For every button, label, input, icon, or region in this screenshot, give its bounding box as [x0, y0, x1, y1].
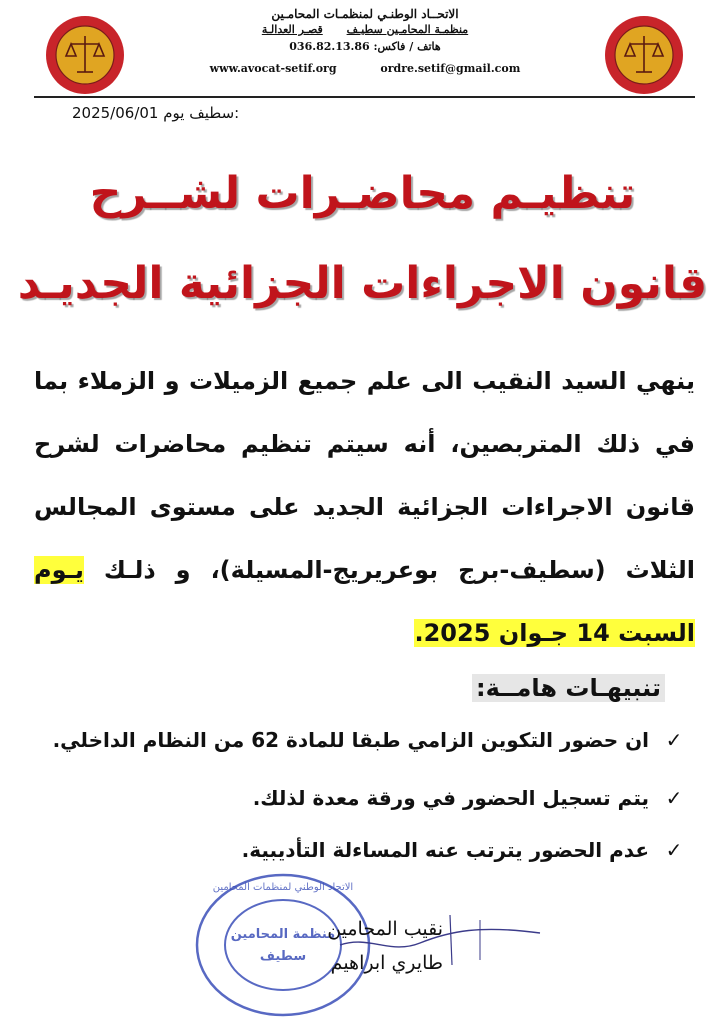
signatory-title: نقيب المحامين [327, 918, 443, 940]
note-item [253, 786, 689, 810]
check-icon: ✓ [665, 786, 683, 810]
stamp-inner-2: سطيف [259, 949, 307, 964]
notes-heading: تنبيهـات هامــة: [472, 674, 665, 702]
note-text: ان حضور التكوين الزامي طبقا للمادة 62 من النظام الداخلي. [52, 728, 649, 752]
org-and-court [150, 22, 580, 38]
date-value: 2025/06/01 [72, 104, 159, 122]
header-divider [34, 96, 695, 98]
contact-row [150, 60, 580, 78]
phone-number: 036.82.13.86 [289, 40, 370, 53]
stamp-outer-text: الاتحاد الوطني لمنظمات المحامين [212, 882, 354, 893]
note-text: يتم تسجيل الحضور في ورقة معدة لذلك. [252, 786, 649, 810]
stamp-inner-1: منظمة المحامين [230, 927, 336, 942]
signature-block [327, 912, 443, 980]
org-name: منظمـة المحامـين سطيـف [346, 23, 469, 36]
highlight-date: السبت 14 جـوان 2025. [414, 619, 695, 647]
title-line-2: قانون الاجراءات الجزائية الجديـد [17, 258, 708, 309]
body-text: ينهي السيد النقيب الى علم جميع الزميلات و الزملاء بما في ذلك المتربصين، أنه سيتم تنظيم محاضرات لشرح قانون الاجراءات الجزائية الجديد على مستوى المجالس الثلاث (سطيف-برج بوعريريج-المسيلة)، و ذلـك [34, 367, 695, 584]
date-label: سطيف يوم: [163, 104, 240, 122]
bar-association-logo-right [603, 14, 685, 96]
date-line [72, 104, 245, 122]
bar-association-logo [44, 14, 126, 96]
title-line-1: تنظيـم محاضـرات لشــرح [89, 168, 636, 219]
union-name: الاتحــاد الوطنـي لمنظمـات المحامـين [271, 7, 459, 21]
note-text: عدم الحضور يترتب عنه المساءلة التأديبية. [241, 838, 649, 862]
announcement-body [34, 350, 695, 665]
check-icon: ✓ [665, 838, 683, 862]
signatory-name: طايري ابراهيم [330, 952, 443, 974]
check-icon: ✓ [665, 728, 683, 752]
website-link[interactable]: www.avocat-setif.org [209, 62, 337, 75]
note-item [53, 728, 689, 752]
phone-row [150, 38, 580, 56]
phone-label: هاتف / فاكس: [373, 40, 441, 53]
highlight-day: يـوم [34, 556, 84, 584]
court-name: قصـر العدالـة [261, 23, 323, 36]
email-link[interactable]: ordre.setif@gmail.com [380, 62, 521, 75]
letterhead [150, 6, 580, 78]
note-item [242, 838, 689, 862]
